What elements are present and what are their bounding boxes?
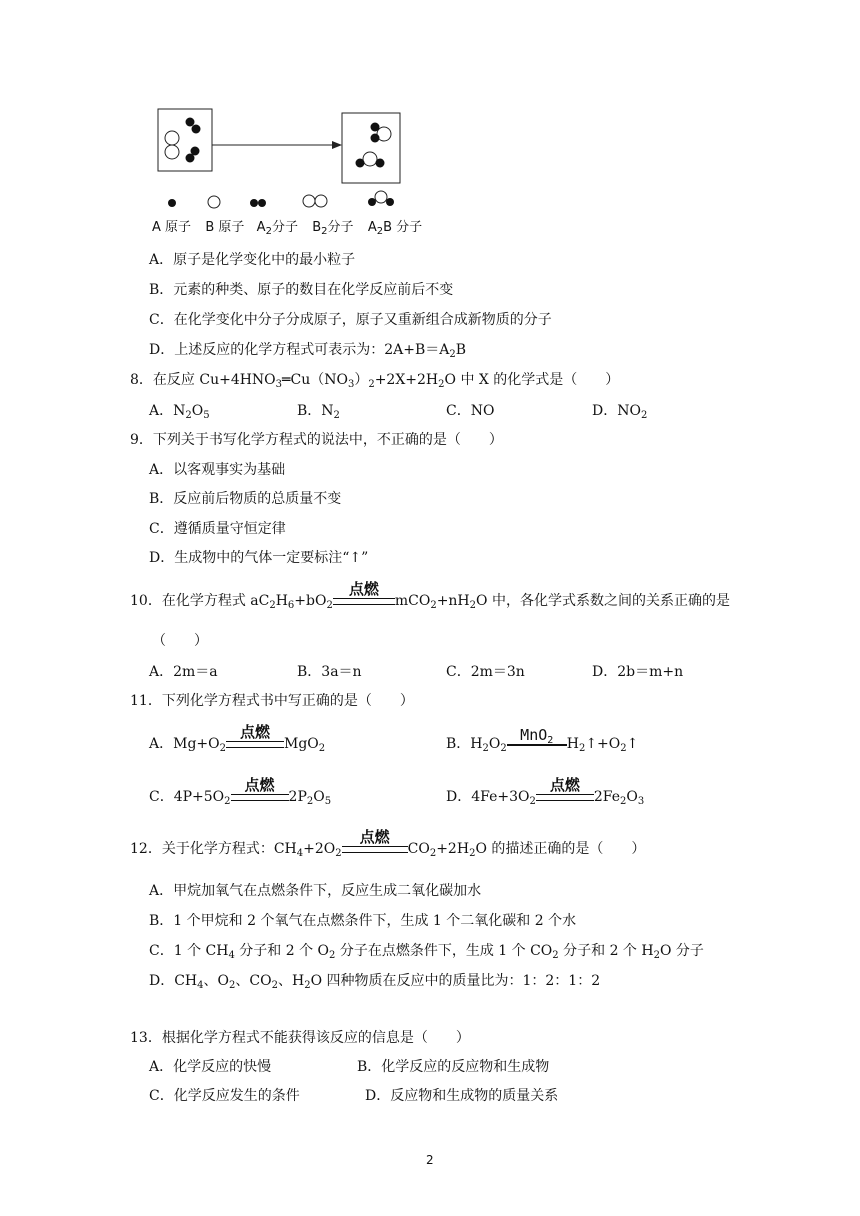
q9-option-c: C．遵循质量守恒定律	[149, 521, 286, 537]
q11-option-c: C．$4P+5O_2$ 点燃 $2P_2O_5$	[149, 776, 332, 807]
legend-b2-molecule: $B_2$分子	[312, 220, 354, 237]
legend-a-atom: A 原子	[152, 220, 192, 235]
q10-reaction-sign: 点燃	[333, 598, 395, 610]
product-box	[342, 113, 400, 183]
q10-stem: 10．在化学方程式 $aC_2H_6+bO_2$ 点燃 $mCO_2+nH_2O$ 中，各化学式系数之间的关系正确的是	[130, 580, 730, 611]
q8-option-b: B．$N_2$	[297, 403, 340, 421]
q9-option-a: A．以客观事实为基础	[149, 462, 286, 478]
diagram-legend	[152, 219, 422, 237]
legend-b-atom: B 原子	[205, 220, 245, 235]
q13-option-b: B．化学反应的反应物和生成物	[357, 1059, 550, 1075]
q12-option-c: C．1 个 $CH_4$ 分子和 2 个 $O_2$ 分子在点燃条件下，生成 1 个 $CO_2$ 分子和 2 个 $H_2O$ 分子	[149, 943, 704, 961]
q7-option-c: C．在化学变化中分子分成原子，原子又重新组合成新物质的分子	[149, 312, 552, 328]
q13-option-c: C．化学反应发生的条件	[149, 1088, 300, 1104]
q8-stem: 8．在反应 $Cu+4HNO_3═Cu(NO_3)_2+2X+2H_2O$ 中 X 的化学式是（ ）	[130, 372, 620, 390]
q11-stem: 11．下列化学方程式书中写正确的是（ ）	[130, 693, 414, 709]
q9-stem: 9．下列关于书写化学方程式的说法中，不正确的是（ ）	[130, 432, 503, 448]
q9-option-b: B．反应前后物质的总质量不变	[149, 491, 342, 507]
q11-option-d: D．$4Fe+3O_2$ 点燃 $2Fe_2O_3$	[446, 776, 645, 807]
q13-option-a: A．化学反应的快慢	[149, 1059, 272, 1075]
q7-option-b: B．元素的种类、原子的数目在化学反应前后不变	[149, 282, 454, 298]
q12-option-a: A．甲烷加氧气在点燃条件下，反应生成二氧化碳加水	[149, 883, 482, 899]
reaction-diagram	[150, 105, 420, 195]
q7-option-d: D．上述反应的化学方程式可表示为：$2A+B=A_2B$	[149, 342, 467, 360]
q8-option-a: A．$N_2O_5$	[149, 403, 210, 421]
q10-answer-paren: （ ）	[152, 633, 208, 649]
q8-option-d: D．$NO_2$	[592, 403, 648, 421]
page-number: 2	[426, 1153, 434, 1167]
q12-option-b: B．1 个甲烷和 2 个氧气在点燃条件下，生成 1 个二氧化碳和 2 个水	[149, 913, 577, 929]
q12-option-d: D．$CH_4$、$O_2$、$CO_2$、$H_2O$ 四种物质在反应中的质量比为：1：2：1：2	[149, 973, 601, 991]
legend-symbols	[150, 186, 420, 214]
legend-a2-molecule: $A_2$分子	[256, 220, 298, 237]
q8-option-c: C．NO	[446, 403, 495, 419]
q10-option-a: A．2m＝a	[149, 664, 218, 680]
q12-reaction-sign: 点燃	[342, 846, 408, 858]
q13-option-d: D．反应物和生成物的质量关系	[365, 1088, 559, 1104]
legend-a2b-molecule: $A_2B$ 分子	[367, 220, 423, 237]
q10-option-d: D．2b＝m+n	[592, 664, 684, 680]
q7-option-a: A．原子是化学变化中的最小粒子	[149, 252, 356, 268]
q11-option-a: A．$Mg+O_2$ 点燃 MgO$_2$	[149, 723, 326, 754]
q10-option-b: B．3a＝n	[297, 664, 362, 680]
q11-option-b: B．$H_2O_2$ MnO$_2$ $H_2↑+O_2↑$	[446, 726, 639, 754]
q9-option-d: D．生成物中的气体一定要标注“↑”	[149, 550, 369, 566]
q13-stem: 13．根据化学方程式不能获得该反应的信息是（ ）	[130, 1030, 470, 1046]
q12-stem: 12．关于化学方程式：$CH_4+2O_2$ 点燃 $CO_2+2H_2O$ 的描述正确的是（ ）	[130, 828, 646, 859]
q10-option-c: C．2m＝3n	[446, 664, 525, 680]
